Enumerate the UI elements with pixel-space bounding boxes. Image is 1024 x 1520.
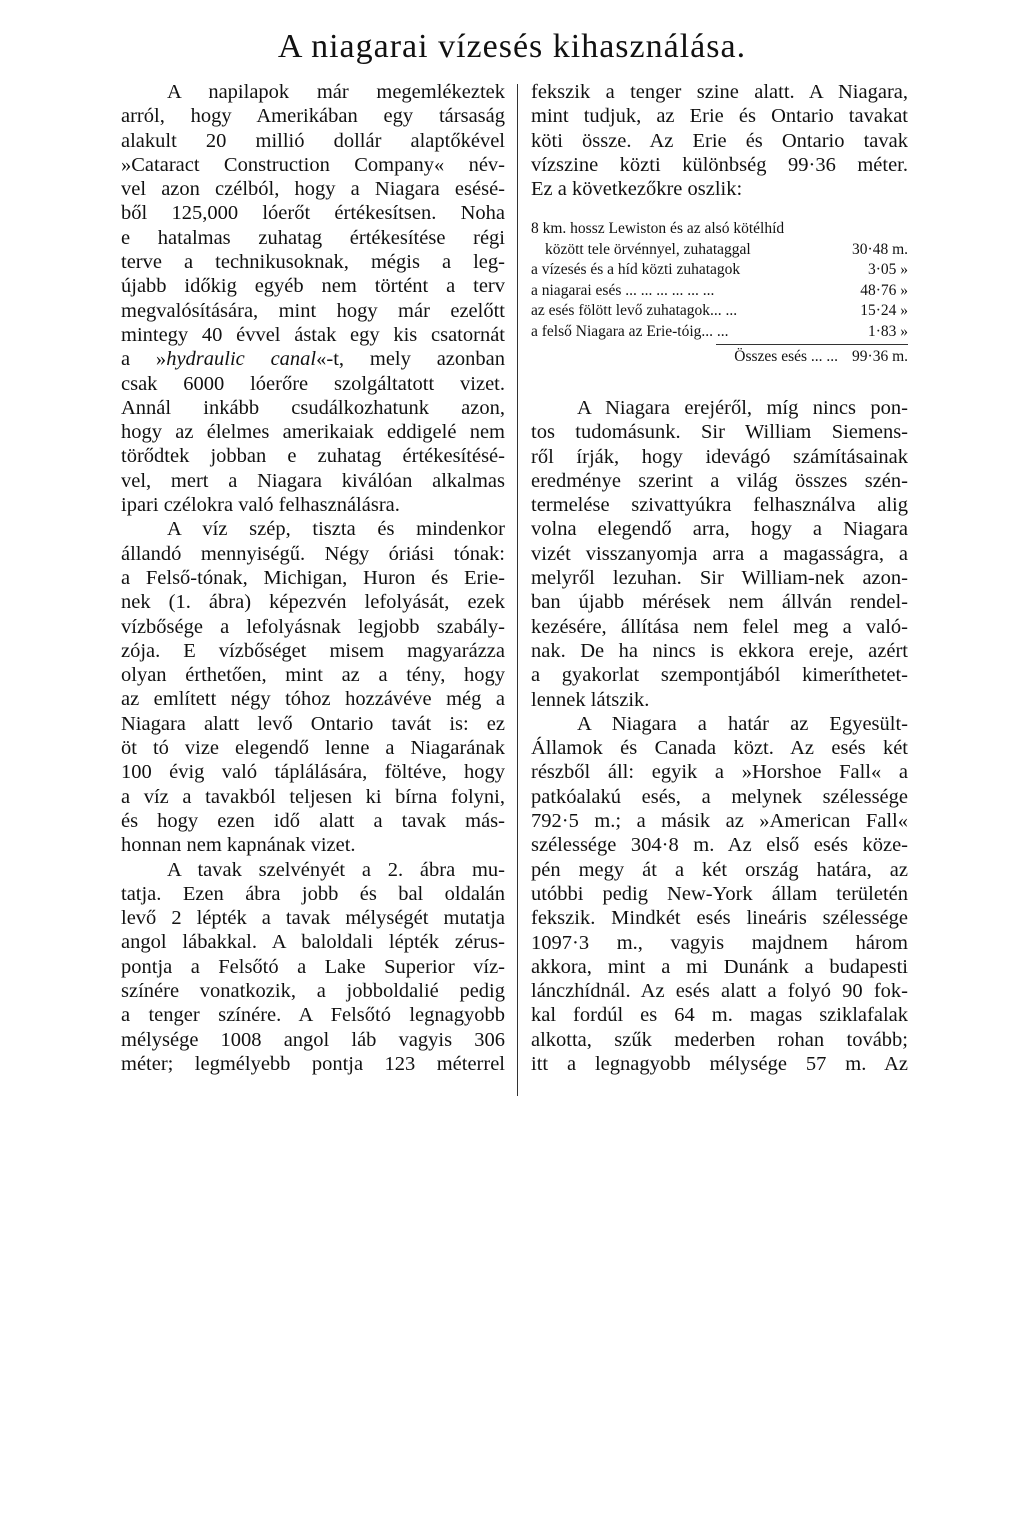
text-line: kezésére, állítása nem felel meg a való- (531, 615, 908, 638)
text-line: köti össze. Az Erie és Ontario tavak (531, 129, 908, 152)
text-line: és hogy ezen idő alatt a tavak más- (121, 809, 505, 832)
text-line: tatja. Ezen ábra jobb és bal oldalán (121, 882, 505, 905)
text-line: megvalósítására, mint hogy már ezelőtt (121, 299, 505, 322)
text-line: fekszik a tenger szine alatt. A Niagara, (531, 81, 908, 103)
text-line: levő 2 lépték a tavak mélységét mutatja (121, 907, 505, 930)
table-value: 48·76 » (860, 281, 908, 299)
spacer (531, 368, 908, 396)
table-row (531, 260, 908, 281)
table-row (531, 281, 908, 302)
table-label: a felső Niagara az Erie-tóig... ... (531, 322, 729, 340)
text-line: ről írják, hogy idevágó számításainak (531, 445, 908, 468)
text-line: újabb időkig egyéb nem történt a terv (121, 275, 505, 298)
text-line: honnan nem kapnának vizet. (121, 834, 356, 857)
text-line: tos tudomásunk. Sir William Siemens- (531, 421, 908, 444)
text-line: pén megy át a két ország határa, az (531, 858, 908, 881)
text-line: a gyakorlat szempontjából kimeríthetet- (531, 664, 908, 687)
table-label: között tele örvénnyel, zuhataggal (545, 240, 751, 258)
text-line: melyről lezuhan. Sir William-nek azon- (531, 567, 908, 590)
table-row (531, 301, 908, 322)
text-line: pontja a Felsőtó a Lake Superior víz- (121, 955, 505, 978)
table-label: a niagarai esés ... ... ... ... ... ... (531, 281, 715, 299)
text-line: patkóalakú esés, a melynek szélessége (531, 785, 908, 808)
text-line: vizét visszanyomja arra a magasságra, a (531, 542, 908, 565)
text-line: hogy az élelmes amerikaiak eddigelé nem (121, 421, 505, 444)
table-value: 1·83 » (867, 322, 908, 340)
text-line: 100 évig való táplálására, föltéve, hogy (121, 761, 505, 784)
text-line: A víz szép, tiszta és mindenkor (167, 518, 505, 541)
text-line: A napilapok már megemlékeztek (167, 81, 505, 103)
text-line: 792·5 m.; a másik az »American Fall« (531, 810, 908, 833)
text-line: itt a legnagyobb mélysége 57 m. Az (531, 1053, 908, 1075)
table-total-row (531, 347, 908, 368)
text-line: A tavak szelvényét a 2. ábra mu- (167, 858, 505, 881)
text-line: 1097·3 m., vagyis majdnem három (531, 931, 908, 954)
text-line: Ez a következőkre oszlik: (531, 178, 743, 201)
article-title: A niagarai vízesés kihasználása. (277, 28, 747, 65)
text-line: vel, mert a Niagara kiválóan alkalmas (121, 469, 505, 492)
right-column (531, 80, 908, 1076)
text-line: Niagara alatt levő Ontario tavát is: ez (121, 712, 505, 735)
text-line: utóbbi pedig New-York állam területén (531, 882, 908, 905)
table-row (531, 219, 908, 240)
text-line: a »hydraulic canal«-t, mely azonban (121, 348, 505, 371)
column-divider (517, 84, 518, 1096)
text-line: Államok és Canada közt. Az esés két (531, 737, 908, 760)
text-line: lánczhídnál. Az esés alatt a folyó 90 fok- (531, 980, 908, 1003)
text-line: zója. E vízbőséget misem magyarázza (121, 639, 505, 662)
text-line: mélysége 1008 angol láb vagyis 306 (121, 1028, 505, 1051)
table-value: 15·24 » (860, 302, 908, 320)
text-line: az említett négy tóhoz hozzávéve még a (121, 688, 505, 711)
text-line: a víz a tavakból teljesen ki bírna folyni, (121, 785, 505, 808)
text-line: ipari czélokra való felhasználásra. (121, 494, 400, 517)
left-column (121, 80, 505, 1076)
text-line: terve a technikusoknak, mégis a leg- (121, 251, 505, 274)
text-line: vel azon czélból, hogy a Niagara esésé- (121, 178, 505, 201)
text-line: szélessége 304·8 m. Az első esés köze- (531, 834, 908, 857)
text-line: angol lábakkal. A baloldali lépték zérus- (121, 931, 505, 954)
text-line: olyan érthetően, mint az a tény, hogy (121, 664, 505, 687)
text-line: alakult 20 millió dollár alaptőkével (121, 129, 505, 152)
text-line: lennek látszik. (531, 688, 650, 711)
table-label: a vízesés és a híd közti zuhatagok (531, 261, 741, 279)
table-value: 3·05 » (867, 261, 908, 279)
text-line: öt tó vize elegendő lenne a Niagarának (121, 737, 505, 760)
text-line: ban újabb mérések nem állván rendel- (531, 591, 908, 614)
table-label: az esés fölött levő zuhatagok... ... (531, 302, 738, 320)
text-line: A Niagara erejéről, míg nincs pon- (577, 396, 908, 419)
text-line: a Felső-tónak, Michigan, Huron és Erie- (121, 566, 505, 589)
text-line: csak 6000 lóerőre szolgáltatott vizet. (121, 372, 505, 395)
table-label: 8 km. hossz Lewiston és az alsó kötélhíd (531, 220, 785, 238)
table-row (531, 322, 908, 343)
text-line: színére vonatkozik, a jobboldalié pedig (121, 979, 505, 1002)
text-line: vízbősége a lefolyásnak legjobb szabály- (121, 615, 505, 638)
elevation-table (531, 219, 908, 368)
text-line: A Niagara a határ az Egyesült- (577, 712, 908, 735)
total-label: Összes esés ... ... (734, 348, 839, 366)
text-line: mint tudjuk, az Erie és Ontario tavakat (531, 105, 908, 128)
sum-rule (716, 344, 908, 345)
text-line: a tenger színére. A Felsőtó legnagyobb (121, 1004, 505, 1027)
text-line: akkora, mint a mi Dunánk a budapesti (531, 955, 908, 978)
text-line: Annál inkább csudálkozhatunk azon, (121, 396, 505, 419)
text-line: részből áll: egyik a »Horshoe Fall« a (531, 761, 908, 784)
text-line: állandó mennyiségű. Négy óriási tónak: (121, 542, 505, 565)
text-line: e hatalmas zuhatag értékesítése régi (121, 226, 505, 249)
text-line: alkotta, szűk mederben rohan tovább; (531, 1028, 908, 1051)
text-line: törődtek jobban e zuhatag értékesítésé- (121, 445, 505, 468)
text-line: termelése szivattyúkra felhasználva alig (531, 494, 908, 517)
text-line: volna elegendő arra, hogy a Niagara (531, 518, 908, 541)
text-line: mintegy 40 évvel ástak egy kis csatornát (121, 323, 505, 346)
total-value: 99·36 m. (852, 348, 908, 366)
text-line: ből 125,000 lóerőt értékesítsen. Noha (121, 202, 505, 225)
text-line: nek (1. ábra) képezvén lefolyását, ezek (121, 591, 505, 614)
text-line: méter; legmélyebb pontja 123 méterrel (121, 1052, 505, 1075)
table-value: 30·48 m. (852, 240, 908, 258)
text-line: nak. De ha nincs is ekkora ereje, azért (531, 639, 908, 662)
text-line: eredménye szerint a világ összes szén- (531, 469, 908, 492)
text-line: kal fordúl es 64 m. magas sziklafalak (531, 1004, 908, 1027)
text-line: vízszine közti különbség 99·36 méter. (531, 153, 908, 176)
table-row (531, 240, 908, 261)
text-line: »Cataract Construction Company« név- (121, 153, 505, 176)
text-line: fekszik. Mindkét esés lineáris szélessége (531, 907, 908, 930)
text-line: arról, hogy Amerikában egy társaság (121, 105, 505, 128)
